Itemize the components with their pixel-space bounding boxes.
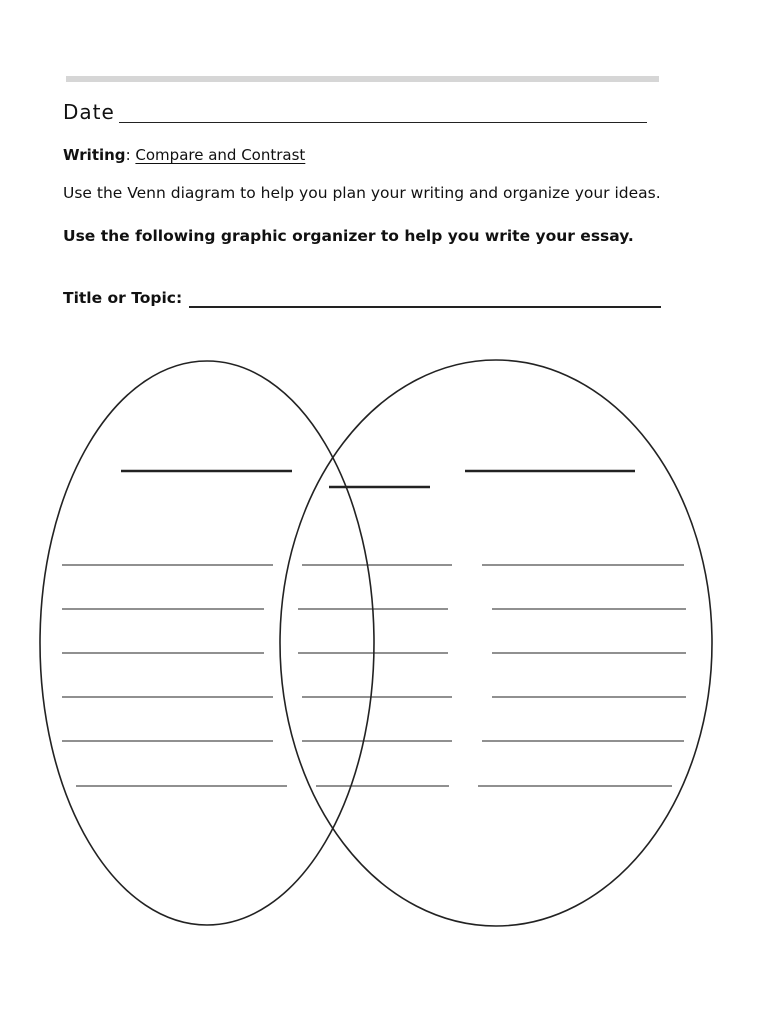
- date-label: Date: [63, 100, 115, 124]
- left-writing-lines: [62, 565, 287, 786]
- venn-right-circle: [280, 360, 712, 926]
- title-topic-label: Title or Topic:: [63, 289, 183, 307]
- venn-left-circle: [40, 361, 374, 925]
- center-writing-lines: [298, 565, 452, 786]
- right-writing-lines: [478, 565, 686, 786]
- instruction-venn: Use the Venn diagram to help you plan your writing and organize your ideas.: [63, 184, 661, 202]
- writing-separator: :: [125, 146, 131, 164]
- writing-label: Writing: [63, 146, 126, 164]
- writing-topic: Compare and Contrast: [135, 146, 306, 164]
- instruction-organizer: Use the following graphic organizer to help you write your essay.: [63, 227, 634, 245]
